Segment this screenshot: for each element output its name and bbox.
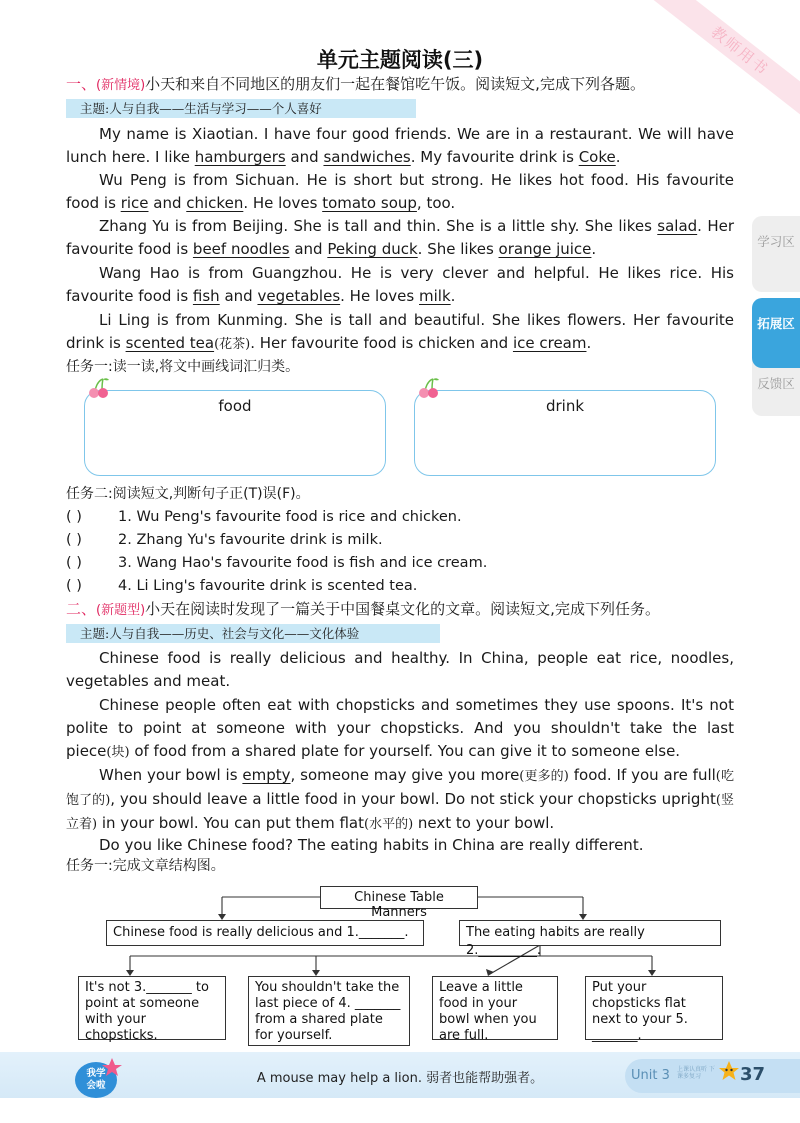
corner-watermark-text: 教师用书	[653, 0, 800, 123]
answer-blank[interactable]: ( )	[66, 532, 82, 548]
diagram-leaf-3: Leave a little food in your bowl when you are full.	[432, 976, 558, 1040]
food-answer-box[interactable]	[84, 390, 386, 476]
underlined-word: Peking duck	[327, 240, 418, 259]
diagram-right-box[interactable]: The eating habits are really 2._________.	[459, 920, 721, 946]
section1-paragraph-3: Zhang Yu is from Beijing. She is tall and thin. She is a little shy. She likes salad. Her favourite food is beef noodles and Peking duck. She likes orange juice.	[66, 217, 734, 259]
section1-task2: 任务二:阅读短文,判断句子正(T)误(F)。	[66, 486, 310, 502]
proverb-english: A mouse may help a lion.	[256, 1071, 422, 1086]
section2-number: 二、	[66, 600, 97, 618]
section1-theme-bar: 主题:人与自我——生活与学习——个人喜好	[66, 99, 416, 118]
section1-task1: 任务一:读一读,将文中画线词汇归类。	[66, 359, 300, 375]
drink-answer-box[interactable]	[414, 390, 716, 476]
section2-paragraph-2: Chinese people often eat with chopsticks and sometimes they use spoons. It's not polite to point at someone with your chopsticks. And you shouldn't take the last piece(块) of food from a shared plate for yourself. You can give it to someone else.	[66, 696, 734, 761]
proverb-chinese: 弱者也能帮助强者。	[426, 1071, 544, 1086]
chinese-gloss: (水平的)	[364, 817, 414, 833]
chinese-gloss: (花茶)	[214, 337, 251, 353]
tf-item-1[interactable]	[66, 507, 462, 527]
tab-feedback-area[interactable]: 反馈区	[752, 358, 800, 416]
underlined-word: ice cream	[512, 334, 587, 353]
tf-statement: 4. Li Ling's favourite drink is scented tea.	[118, 578, 418, 594]
underlined-word: chicken	[186, 194, 244, 213]
chinese-gloss: (块)	[106, 745, 130, 761]
underlined-word: fish	[192, 287, 220, 306]
unit-subtitle: 上课认真听 下课多复习	[677, 1066, 715, 1080]
section2-theme-bar: 主题:人与自我——历史、社会与文化——文化体验	[66, 624, 440, 643]
underlined-word: sandwiches	[323, 148, 411, 167]
section2-task1: 任务一:完成文章结构图。	[66, 858, 225, 874]
answer-blank[interactable]: ( )	[66, 578, 82, 594]
underlined-word: salad	[657, 217, 698, 235]
section1-instruction: 小天和来自不同地区的朋友们一起在餐馆吃午饭。阅读短文,完成下列各题。	[145, 75, 645, 93]
unit-label: Unit 3	[631, 1068, 670, 1083]
underlined-word: empty	[242, 766, 291, 784]
section2-heading	[66, 599, 660, 621]
answer-blank[interactable]: ( )	[66, 555, 82, 571]
underlined-word: orange juice	[498, 240, 592, 259]
diagram-leaf-1[interactable]: It's not 3._______ to point at someone with your chopsticks.	[78, 976, 226, 1040]
section2-paragraph-1: Chinese food is really delicious and healthy. In China, people eat rice, noodles, vegetables and meat.	[66, 649, 734, 691]
section1-paragraph-1: My name is Xiaotian. I have four good friends. We are in a restaurant. We will have lunch here. I like hamburgers and sandwiches. My favourite drink is Coke.	[66, 125, 734, 167]
underlined-word: scented tea	[125, 334, 215, 353]
page-number: 37	[740, 1064, 766, 1085]
underlined-word: vegetables	[257, 287, 341, 306]
section1-number: 一、	[66, 75, 97, 93]
tab-extension-area[interactable]: 拓展区	[752, 298, 800, 368]
chinese-gloss: (更多的)	[519, 769, 569, 784]
answer-blank[interactable]: ( )	[66, 509, 82, 525]
section1-tag: (新情境)	[96, 78, 146, 93]
section1-paragraph-2: Wu Peng is from Sichuan. He is short but strong. He likes hot food. His favourite food is rice and chicken. He loves tomato soup, too.	[66, 171, 734, 213]
diagram-leaf-4[interactable]: Put your chopsticks flat next to your 5. _______.	[585, 976, 723, 1040]
badge-text-top: 我学	[86, 1068, 106, 1079]
section1-paragraph-4: Wang Hao is from Guangzhou. He is very clever and helpful. He likes rice. His favourite food is fish and vegetables. He loves milk.	[66, 264, 734, 306]
cherry-icon	[417, 377, 441, 399]
diagram-root-box: Chinese Table Manners	[320, 886, 478, 909]
tf-item-2[interactable]	[66, 530, 383, 550]
tf-item-3[interactable]	[66, 553, 487, 573]
section2-paragraph-4: Do you like Chinese food? The eating habits in China are really different.	[99, 836, 644, 854]
badge-text-bottom: 会啦	[86, 1080, 106, 1091]
tf-statement: 2. Zhang Yu's favourite drink is milk.	[118, 532, 383, 548]
underlined-word: milk	[419, 287, 451, 306]
tf-statement: 1. Wu Peng's favourite food is rice and chicken.	[118, 509, 462, 525]
underlined-word: hamburgers	[194, 148, 286, 167]
cherry-icon	[87, 377, 111, 399]
section2-tag: (新题型)	[96, 603, 146, 618]
tab-study-area[interactable]: 学习区	[752, 216, 800, 292]
drink-box-label: drink	[545, 397, 585, 415]
underlined-word: tomato soup	[322, 194, 417, 213]
section1-heading	[66, 74, 645, 96]
structure-diagram	[0, 870, 800, 1050]
diagram-leaf-2[interactable]: You shouldn't take the last piece of 4. _______ from a shared plate for yourself.	[248, 976, 410, 1046]
tf-item-4[interactable]	[66, 576, 417, 596]
page-title: 单元主题阅读(三)	[316, 48, 484, 72]
underlined-word: beef noodles	[192, 240, 290, 259]
section2-paragraph-3: When your bowl is empty, someone may give you more(更多的) food. If you are full(吃饱了的), you should leave a little food in your bowl. Do not stick your chopsticks upright(竖立着) in your bowl. You can put them flat(水平的) next to your bowl.	[66, 766, 734, 833]
chinese-gloss: (吃饱了的)	[66, 769, 734, 809]
section1-paragraph-5: Li Ling is from Kunming. She is tall and beautiful. She likes flowers. Her favourite drink is scented tea(花茶). Her favourite food is chicken and ice cream.	[66, 311, 734, 353]
diagram-left-box[interactable]: Chinese food is really delicious and 1._______.	[106, 920, 424, 946]
chinese-gloss: (竖立着)	[66, 793, 734, 833]
section2-instruction: 小天在阅读时发现了一篇关于中国餐桌文化的文章。阅读短文,完成下列任务。	[145, 600, 660, 618]
tf-statement: 3. Wang Hao's favourite food is fish and ice cream.	[118, 555, 488, 571]
underlined-word: rice	[120, 194, 149, 213]
food-box-label: food	[218, 397, 252, 415]
star-mascot-icon	[718, 1060, 740, 1082]
underlined-word: Coke	[578, 148, 616, 167]
